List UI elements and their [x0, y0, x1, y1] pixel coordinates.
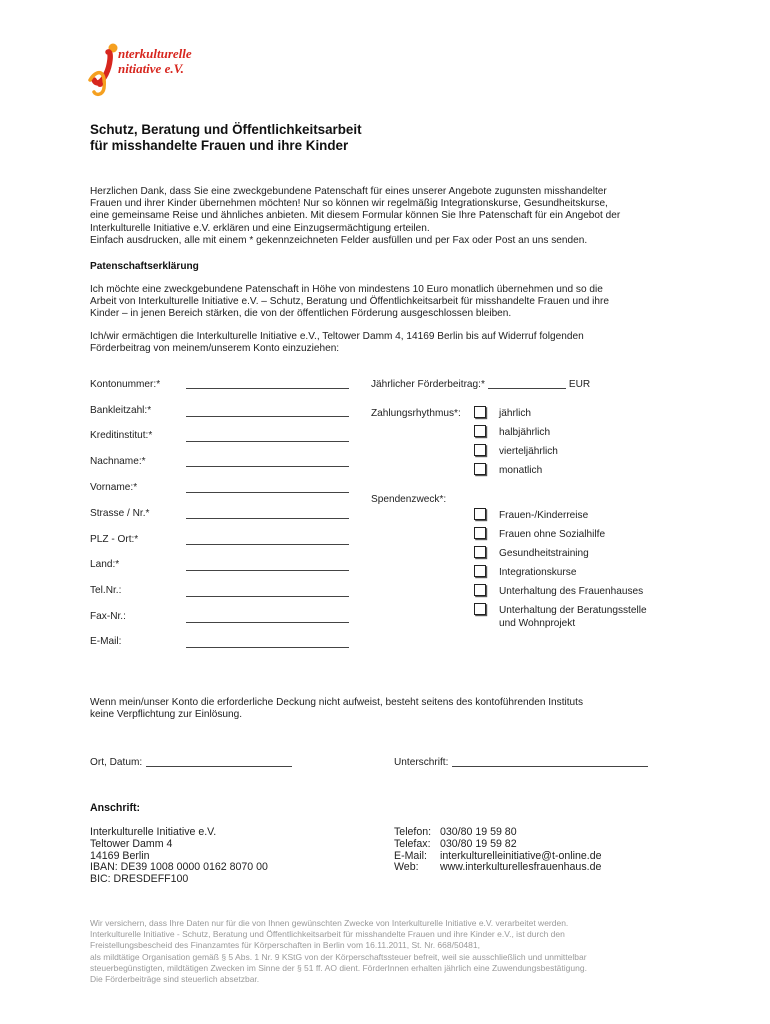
contact-web-link[interactable]: www.interkulturellesfrauenhaus.de [440, 861, 602, 874]
address-line: Teltower Damm 4 [90, 837, 173, 850]
purpose-option: Integrationskurse [499, 567, 577, 578]
contact-value: 030/80 19 59 80 [440, 826, 517, 838]
purpose-option: Unterhaltung der Beratungsstelle [499, 605, 647, 616]
bank-name-field[interactable] [186, 441, 349, 442]
phone-field[interactable] [186, 596, 349, 597]
intro-line: Interkulturelle Initiative e.V. erklären und eine Einzugsermächtigung erteilen. [90, 222, 430, 234]
contact-value: 030/80 19 59 82 [440, 837, 517, 850]
country-field[interactable] [186, 570, 349, 571]
footer-line: Wir versichern, dass Ihre Daten nur für die von Ihnen gewünschten Zwecke von Interkulturelle Initiative e.V. verarbeitet werden. [90, 918, 569, 928]
field-label-zip-city: PLZ - Ort:* [90, 534, 139, 545]
intro-line: Herzlichen Dank, dass Sie eine zweckgebundene Patenschaft für eines unserer Angebote zugunsten misshandelter [90, 186, 607, 197]
field-label-firstname: Vorname:* [90, 482, 138, 493]
intro-line: Frauen und ihrer Kinder übernehmen möchten! Nur so können wir regelmäßig Integrationskurse, Gesundheitskurse, [90, 198, 608, 210]
annual-amount-row [371, 379, 590, 390]
logo-text-line2: nitiative e.V. [118, 61, 184, 76]
purpose-health-checkbox[interactable] [474, 546, 486, 558]
email-field[interactable] [186, 647, 349, 648]
field-label-bank: Kreditinstitut:* [90, 430, 153, 441]
purpose-option: Gesundheitstraining [499, 548, 589, 559]
field-label-email: E-Mail: [90, 636, 122, 647]
place-date-row [90, 757, 292, 768]
place-date-label: Ort, Datum: [90, 757, 143, 768]
field-label-bank-code: Bankleitzahl:* [90, 405, 152, 416]
address-line: IBAN: DE39 1008 0000 0162 8070 00 [90, 861, 268, 874]
address-block [90, 827, 268, 886]
address-heading: Anschrift: [90, 802, 141, 814]
signature-label: Unterschrift: [394, 757, 449, 768]
field-label-country: Land:* [90, 559, 120, 570]
field-label-account: Kontonummer:* [90, 379, 161, 390]
section-heading: Patenschaftserklärung [90, 261, 199, 272]
place-date-field[interactable] [146, 757, 292, 767]
rhythm-option: jährlich [499, 408, 531, 419]
lastname-field[interactable] [186, 466, 349, 467]
coverage-paragraph [90, 697, 583, 721]
logo-mark-icon [86, 40, 216, 98]
declaration-line: Kinder – in jenen Bereich stärken, die von der öffentlichen Förderung ausgeschlossen bleiben. [90, 308, 512, 320]
title-line-2: für misshandelte Frauen und ihre Kinder [90, 138, 349, 153]
currency-label: EUR [568, 379, 591, 390]
address-line: 14169 Berlin [90, 849, 150, 862]
footer-line: als mildtätige Organisation gemäß § 5 Abs. 1 Nr. 9 KStG von der Körperschaftssteuer befreit, weil sie ausschließlich und unmittelbar [90, 951, 587, 962]
contact-email-link[interactable]: interkulturelleinitiative@t-online.de [440, 849, 602, 862]
contact-label: E-Mail: [394, 849, 427, 862]
authorization-paragraph [90, 331, 584, 355]
declaration-paragraph [90, 284, 609, 321]
title-line-1: Schutz, Beratung und Öffentlichkeitsarbeit [90, 122, 362, 137]
purpose-label: Spendenzweck*: [371, 494, 447, 505]
field-label-street: Strasse / Nr.* [90, 508, 150, 519]
intro-line: eine gemeinsame Reise und ähnliches anbieten. Mit diesem Formular können Sie Ihre Patenschaft für ein Angebot der [90, 210, 621, 222]
field-label-lastname: Nachname:* [90, 456, 146, 467]
authorization-line: Ich/wir ermächtigen die Interkulturelle Initiative e.V., Teltower Damm 4, 14169 Berlin bis auf Widerruf folgenden [90, 331, 584, 342]
rhythm-monthly-checkbox[interactable] [474, 463, 486, 475]
account-number-field[interactable] [186, 388, 349, 389]
coverage-line: Wenn mein/unser Konto die erforderliche Deckung nicht aufweist, besteht seitens des kontoführenden Instituts [90, 697, 584, 708]
purpose-option-multiline [499, 604, 647, 631]
authorization-line: Förderbeitrag von meinem/unserem Konto einzuziehen: [90, 343, 340, 355]
intro-paragraph [90, 186, 620, 247]
rhythm-quarterly-checkbox[interactable] [474, 444, 486, 456]
footer-line: steuerbegünstigten, mildtätigen Zwecken im Sinne der § 51 ff. AO dient. FörderInnen erhalten jährlich eine Zuwendungsbestätigung. [90, 962, 587, 973]
field-label-fax: Fax-Nr.: [90, 611, 126, 622]
address-line: BIC: DRESDEFF100 [90, 873, 189, 886]
rhythm-yearly-checkbox[interactable] [474, 406, 486, 418]
purpose-welfare-checkbox[interactable] [474, 527, 486, 539]
rhythm-halfyearly-checkbox[interactable] [474, 425, 486, 437]
purpose-option-continuation: und Wohnprojekt [499, 618, 576, 630]
firstname-field[interactable] [186, 492, 349, 493]
fax-field[interactable] [186, 622, 349, 623]
contact-block [394, 827, 602, 874]
purpose-option: Unterhaltung des Frauenhauses [499, 586, 644, 597]
contact-label: Web: [394, 861, 419, 874]
intro-line: Einfach ausdrucken, alle mit einem * gekennzeichneten Felder ausfüllen und per Fax oder Post an uns senden. [90, 234, 588, 246]
footer-line: Interkulturelle Initiative - Schutz, Beratung und Öffentlichkeitsarbeit für misshandelte Frauen und ihre Kinder e.V., ist durch den [90, 929, 565, 940]
logo [86, 40, 216, 98]
declaration-line: Arbeit von Interkulturelle Initiative e.V. – Schutz, Beratung und Öffentlichkeitsarbeit für misshandelte Frauen und ihre [90, 296, 609, 308]
rhythm-option: vierteljährlich [499, 446, 558, 457]
address-line: Interkulturelle Initiative e.V. [90, 826, 217, 838]
footer-line: Die Förderbeiträge sind steuerlich absetzbar. [90, 974, 260, 985]
contact-label: Telefon: [394, 826, 432, 838]
bank-code-field[interactable] [186, 416, 349, 417]
contact-label: Telefax: [394, 837, 431, 850]
payment-rhythm-label: Zahlungsrhythmus*: [371, 408, 461, 419]
legal-footer [90, 918, 587, 985]
annual-amount-field[interactable] [488, 379, 566, 389]
footer-line: Freistellungsbescheid des Finanzamtes für Körperschaften in Berlin vom 16.11.2011, St. Nr. 668/50481, [90, 940, 480, 951]
signature-row [394, 757, 648, 768]
signature-field[interactable] [452, 757, 648, 767]
logo-text-line1: nterkulturelle [118, 46, 192, 61]
coverage-line: keine Verpflichtung zur Einlösung. [90, 709, 243, 721]
purpose-option: Frauen-/Kinderreise [499, 510, 589, 521]
purpose-counseling-checkbox[interactable] [474, 603, 486, 615]
purpose-trip-checkbox[interactable] [474, 508, 486, 520]
street-field[interactable] [186, 518, 349, 519]
purpose-integration-checkbox[interactable] [474, 565, 486, 577]
purpose-option: Frauen ohne Sozialhilfe [499, 529, 606, 540]
page-title [90, 122, 362, 154]
annual-amount-label: Jährlicher Förderbeitrag:* [371, 379, 485, 390]
purpose-shelter-checkbox[interactable] [474, 584, 486, 596]
rhythm-option: monatlich [499, 465, 543, 476]
rhythm-option: halbjährlich [499, 427, 551, 438]
zip-city-field[interactable] [186, 544, 349, 545]
declaration-line: Ich möchte eine zweckgebundene Patenschaft in Höhe von mindestens 10 Euro monatlich übernehmen und so die [90, 284, 603, 295]
contact-row-web [394, 862, 602, 874]
field-label-phone: Tel.Nr.: [90, 585, 122, 596]
